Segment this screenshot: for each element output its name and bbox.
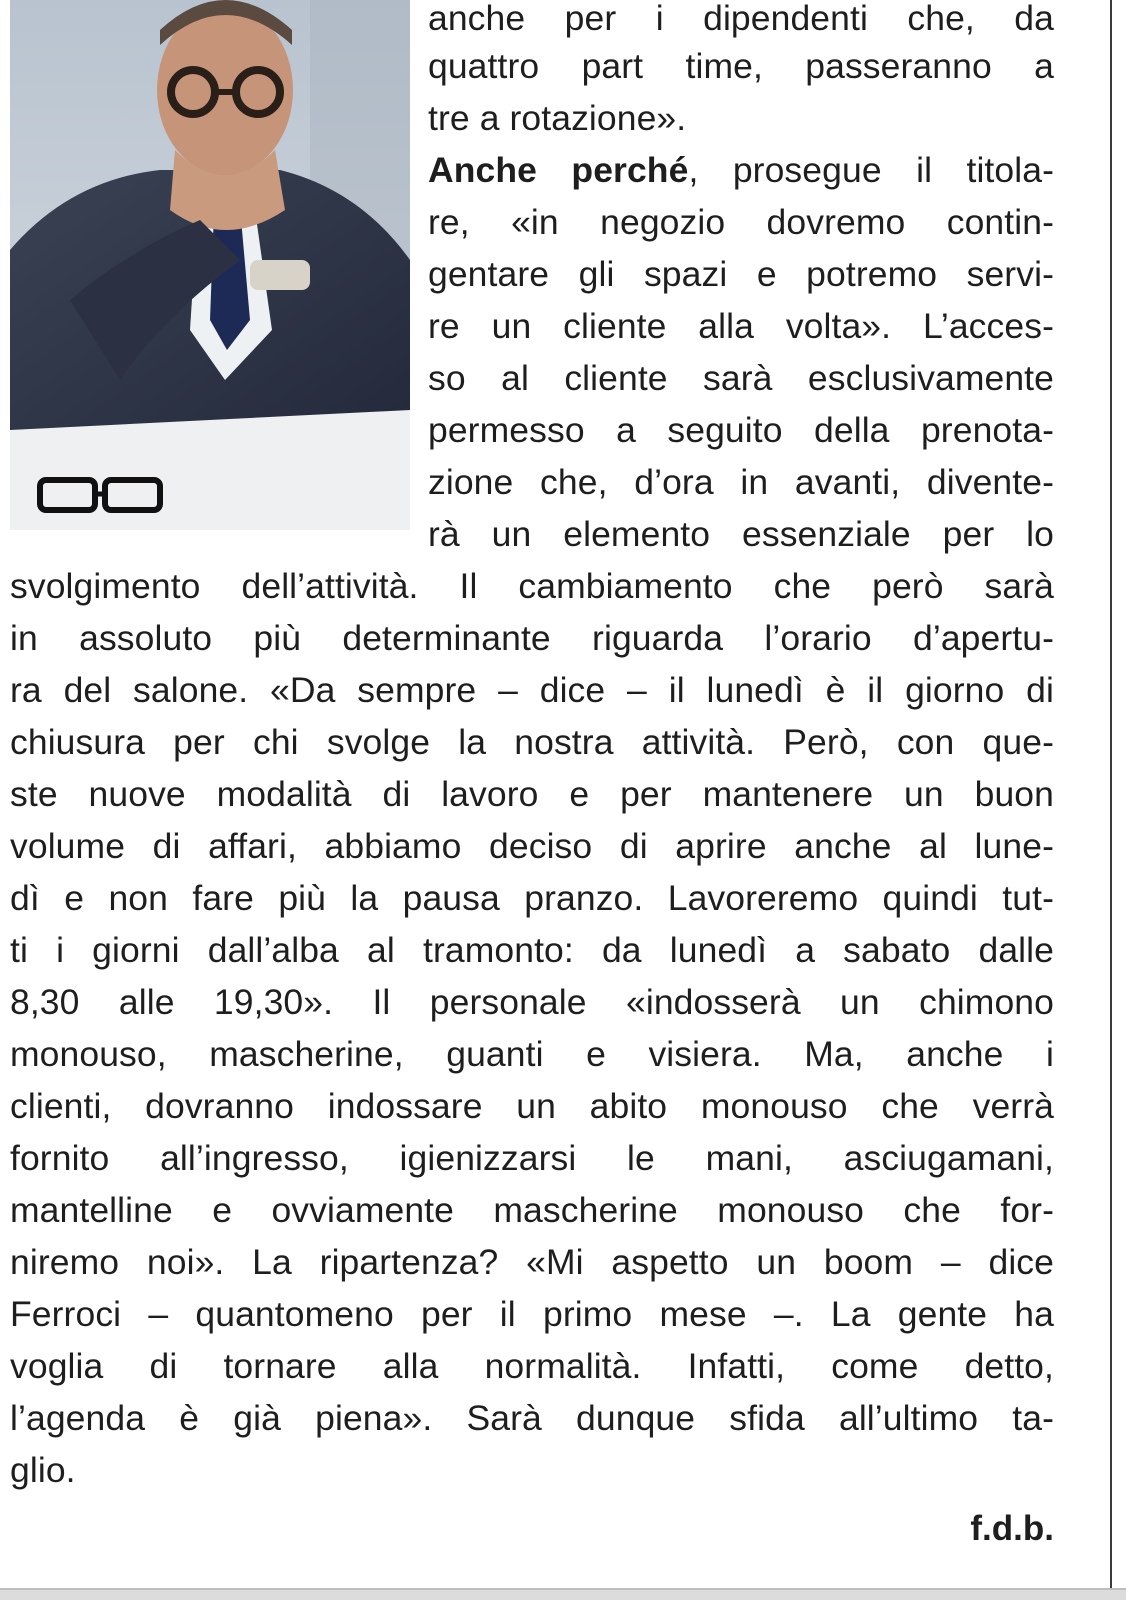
text-line: svolgimento dell’attività. Il cambiamento che però sarà (10, 566, 1054, 606)
text-line: so al cliente sarà esclusivamente (428, 358, 1054, 398)
text-line: anche per i dipendenti che, da (428, 0, 1054, 38)
text-line: in assoluto più determinante riguarda l’orario d’apertu- (10, 618, 1054, 658)
text-line: glio. (10, 1450, 76, 1490)
text-line: mantelline e ovviamente mascherine monouso che for- (10, 1190, 1054, 1230)
text-line: permesso a seguito della prenota- (428, 410, 1054, 450)
text-line: ste nuove modalità di lavoro e per mantenere un buon (10, 774, 1054, 814)
text-line: ti i giorni dall’alba al tramonto: da lunedì a sabato dalle (10, 930, 1054, 970)
text-line: chiusura per chi svolge la nostra attività. Però, con que- (10, 722, 1054, 762)
column-right-rule (1110, 0, 1112, 1588)
text-line: dì e non fare più la pausa pranzo. Lavoreremo quindi tut- (10, 878, 1054, 918)
lead-rest-text: , prosegue il titola- (688, 150, 1054, 190)
text-line: tre a rotazione». (428, 98, 687, 138)
portrait-photo (10, 0, 410, 530)
text-line: gentare gli spazi e potremo servi- (428, 254, 1054, 294)
text-line: rà un elemento essenziale per lo (428, 514, 1054, 554)
text-line: fornito all’ingresso, igienizzarsi le mani, asciugamani, (10, 1138, 1054, 1178)
text-line: monouso, mascherine, guanti e visiera. Ma, anche i (10, 1034, 1054, 1074)
text-line: ra del salone. «Da sempre – dice – il lunedì è il giorno di (10, 670, 1054, 710)
text-line: clienti, dovranno indossare un abito monouso che verrà (10, 1086, 1054, 1126)
text-line: quattro part time, passeranno a (428, 46, 1054, 86)
text-line: re, «in negozio dovremo contin- (428, 202, 1054, 242)
text-line: voglia di tornare alla normalità. Infatti, come detto, (10, 1346, 1054, 1386)
text-line: niremo noi». La ripartenza? «Mi aspetto un boom – dice (10, 1242, 1054, 1282)
text-line: zione che, d’ora in avanti, divente- (428, 462, 1054, 502)
lead-bold-text: Anche perché (428, 150, 689, 190)
text-line: Ferroci – quantomeno per il primo mese –. La gente ha (10, 1294, 1054, 1334)
text-line: 8,30 alle 19,30». Il personale «indosserà un chimono (10, 982, 1054, 1022)
text-line: volume di affari, abbiamo deciso di aprire anche al lune- (10, 826, 1054, 866)
lead-paragraph-line (428, 144, 1054, 196)
text-line: re un cliente alla volta». L’acces- (428, 306, 1054, 346)
text-line: l’agenda è già piena». Sarà dunque sfida all’ultimo ta- (10, 1398, 1054, 1438)
page-bottom-edge (0, 1588, 1126, 1600)
portrait-illustration (10, 0, 410, 530)
author-signature: f.d.b. (970, 1509, 1054, 1548)
